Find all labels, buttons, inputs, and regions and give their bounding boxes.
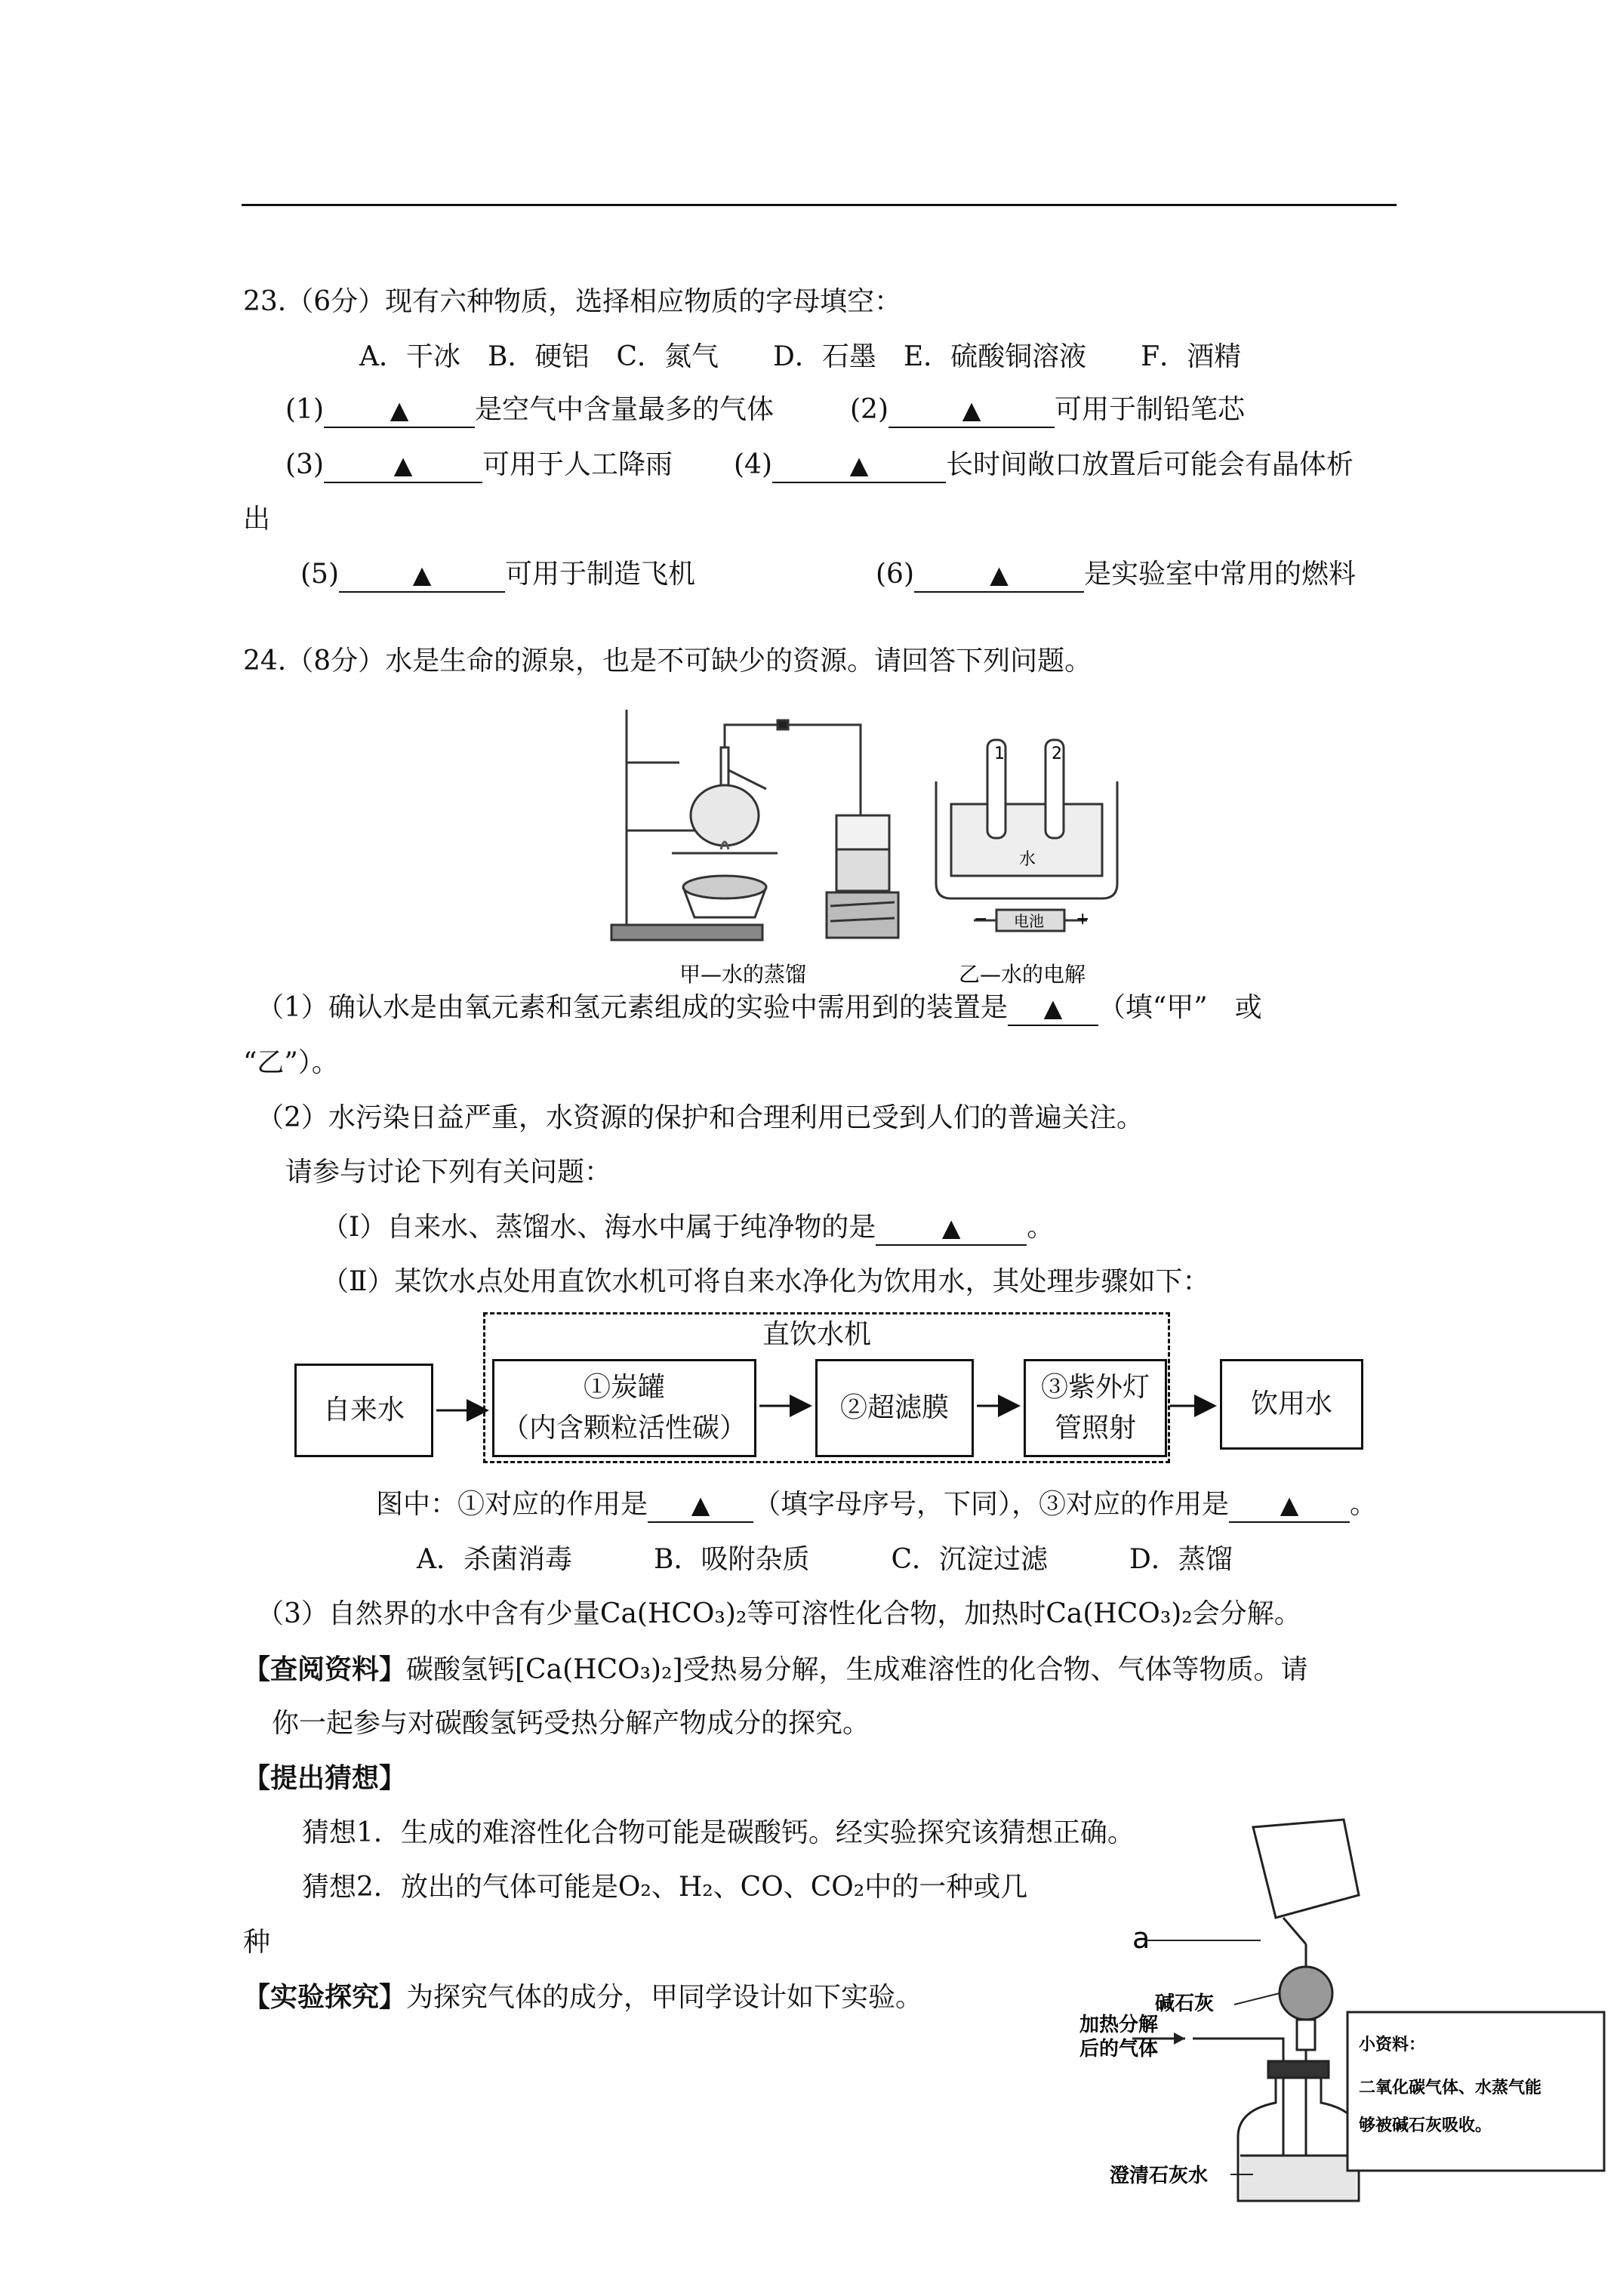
q24-guess-2-wrap: 种 [243,1927,271,1958]
bottle-icon [1238,2061,1359,2201]
item-number: (6) [876,559,914,590]
answer-blank-1[interactable]: ▲ [324,396,475,428]
machine-label: 直饮水机 [762,1319,872,1350]
item-text: 可用于制铅笔芯 [1055,394,1246,425]
flow-output: 饮用水 [1220,1359,1363,1450]
q24-guess-1: 猜想1．生成的难溶性化合物可能是碳酸钙。经实验探究该猜想正确。 [302,1817,1135,1848]
answer-blank-step3[interactable]: ▲ [1229,1491,1350,1523]
note-line1: 二氧化碳气体、水蒸气能 [1359,2079,1542,2097]
gas-apparatus-figure [1057,1812,1615,2205]
answer-blank-step1[interactable]: ▲ [648,1491,753,1523]
answer-blank-5[interactable]: ▲ [339,561,505,593]
item-number: (4) [734,449,772,480]
flow-source: 自来水 [294,1364,433,1457]
q24-stem: 24.（8分）水是生命的源泉，也是不可缺少的资源。请回答下列问题。 [243,646,1092,676]
note-line2: 够被碱石灰吸收。 [1359,2116,1492,2135]
answer-blank-3[interactable]: ▲ [324,451,482,483]
item-number: (5) [300,559,339,590]
plus-label: + [1076,910,1090,929]
caption-electrolysis: 乙—水的电解 [959,962,1086,987]
q24-p1: （1）确认水是由氧元素和氢元素组成的实验中需用到的装置是 ▲ （填“甲” 或 [257,994,1262,1026]
tube-1-label: 1 [994,744,1005,763]
q23-options: A．干冰 B．硬铝 C．氮气 D．石墨 E．硫酸铜溶液 F．酒精 [359,341,1242,372]
q24-guess-title: 【提出猜想】 [243,1762,407,1794]
flow-step-3: ③紫外灯 管照射 [1024,1359,1167,1457]
q24-p1-wrap: “乙”）。 [243,1047,339,1078]
tube-2-label: 2 [1052,744,1062,763]
flow-step-1: ①炭罐 （内含颗粒活性碳） [492,1359,756,1457]
label-soda-lime: 碱石灰 [1155,1992,1215,2015]
q24-p3: （3）自然界的水中含有少量Ca(HCO₃)₂等可溶性化合物，加热时Ca(HCO₃)₂会分解。 [257,1598,1301,1629]
answer-blank-6[interactable]: ▲ [914,561,1084,593]
q24-guess-2: 猜想2．放出的气体可能是O₂、H₂、CO、CO₂中的一种或几 [302,1872,1028,1903]
q23-stem: 23.（6分）现有六种物质，选择相应物质的字母填空： [243,286,902,317]
q24-ref-line2: 你一起参与对碳酸氢钙受热分解产物成分的探究。 [272,1708,870,1739]
flow-step-2: ②超滤膜 [815,1359,974,1457]
item-text: 可用于人工降雨 [482,449,673,480]
q24-ref: 【查阅资料】碳酸氢钙[Ca(HCO₃)₂]受热易分解，生成难溶性的化合物、气体等物质。请 [243,1653,1308,1685]
answer-blank-pure[interactable]: ▲ [876,1214,1027,1246]
label-gas-line2: 后的气体 [1079,2038,1159,2060]
minus-label: − [974,910,988,929]
battery-label: 电池 [1014,912,1044,930]
item-text: 是实验室中常用的燃料 [1084,559,1357,590]
answer-blank-4[interactable]: ▲ [772,451,946,483]
water-label: 水 [1019,850,1036,869]
beaker-icon [1253,1820,1359,1944]
caption-distillation: 甲—水的蒸馏 [679,962,807,987]
q24-experiment: 【实验探究】为探究气体的成分，甲同学设计如下实验。 [243,1981,923,2013]
item-number: (1) [285,394,324,425]
item-text: 可用于制造飞机 [505,559,696,590]
answer-blank-p1[interactable]: ▲ [1008,994,1098,1026]
answer-blank-2[interactable]: ▲ [888,396,1055,428]
label-limewater: 澄清石灰水 [1110,2165,1209,2187]
q23-item-4-wrap: 出 [243,504,271,535]
item-text: 长时间敞口放置后可能会有晶体析 [946,449,1354,480]
q24-fig-options: A．杀菌消毒 B．吸附杂质 C．沉淀过滤 D．蒸馏 [417,1544,1233,1575]
q24-p2-line2: 请参与讨论下列有关问题： [285,1157,612,1188]
soda-lime-tube-icon [1280,1944,1332,2159]
q24-p2-i: （Ⅰ）自来水、蒸馏水、海水中属于纯净物的是 ▲ 。 [322,1214,1054,1246]
q24-p2-line1: （2）水污染日益严重，水资源的保护和合理利用已受到人们的普遍关注。 [257,1102,1144,1133]
item-number: (3) [285,449,324,480]
item-text: 是空气中含量最多的气体 [475,394,775,425]
note-title: 小资料： [1359,2036,1426,2054]
q24-p2-ii: （Ⅱ）某饮水点处用直饮水机可将自来水净化为饮用水，其处理步骤如下： [322,1266,1210,1297]
item-number: (2) [850,394,888,425]
label-gas-line1: 加热分解 [1079,2014,1159,2036]
q24-fig-question: 图中：①对应的作用是 ▲ （填字母序号，下同），③对应的作用是 ▲ 。 [376,1491,1377,1523]
label-a: a [1132,1922,1150,1955]
